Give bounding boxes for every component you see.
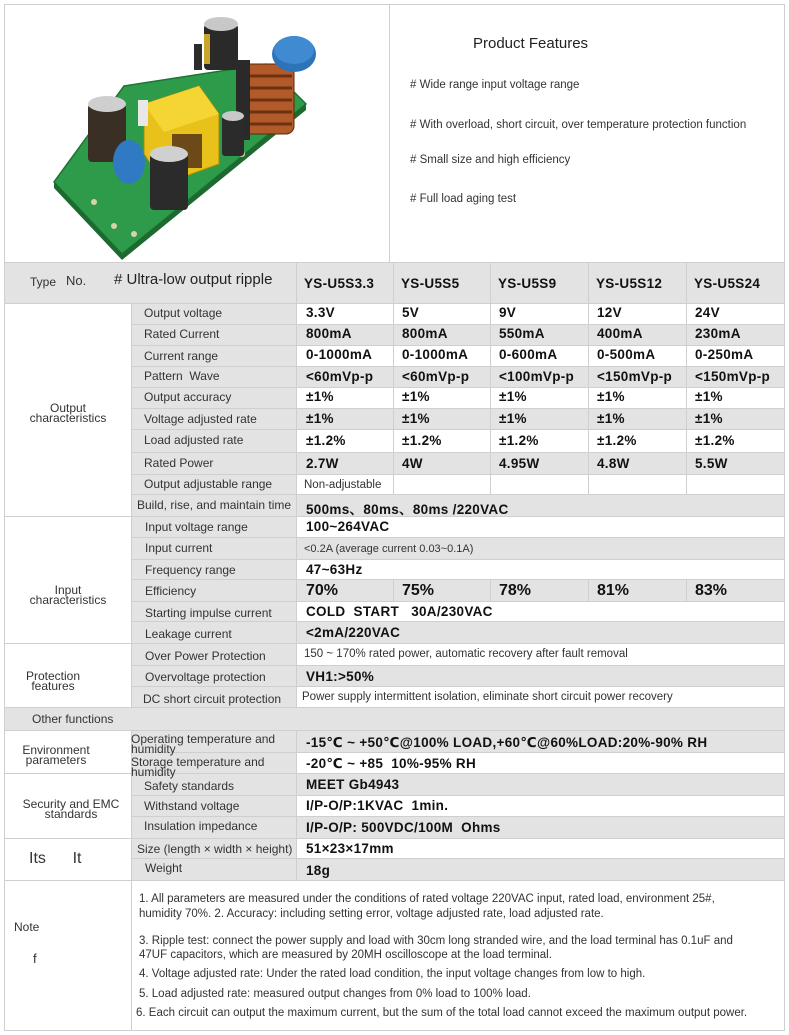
output-row-value: ±1%: [597, 389, 625, 404]
output-row-value: 400mA: [597, 326, 643, 341]
output-row-value: ±1%: [695, 411, 723, 426]
leakage-value: <2mA/220VAC: [306, 625, 401, 640]
output-row-label: Output voltage: [144, 306, 223, 320]
output-row-label: Pattern Wave: [144, 369, 220, 383]
note-line: 47UF capacitors, which are measured by 20MH oscilloscope at the load terminal.: [139, 949, 552, 961]
output-row-value: <150mVp-p: [597, 369, 673, 384]
note-label: Note: [14, 920, 40, 934]
output-row-label: Current range: [144, 349, 219, 363]
ovp-value: VH1:>50%: [306, 669, 375, 684]
output-row-value: 3.3V: [306, 305, 335, 320]
input-current-value: <0.2A (average current 0.03~0.1A): [304, 543, 474, 555]
input-voltage-value: 100~264VAC: [306, 519, 390, 534]
output-row-value: 9V: [499, 305, 517, 320]
output-row-value: 0-600mA: [499, 347, 558, 362]
output-row-value: ±1.2%: [499, 433, 539, 448]
operating-temp-value: -15℃ ~ +50℃@100% LOAD,+60℃@60%LOAD:20%-90% RH: [306, 735, 708, 750]
adjustable-value: Non-adjustable: [304, 479, 382, 491]
size-value: 51×23×17mm: [306, 841, 394, 856]
output-row-value: <100mVp-p: [499, 369, 575, 384]
output-row-value: 0-250mA: [695, 347, 754, 362]
storage-temp-label: Storage temperature and humidity: [131, 755, 265, 779]
protection-category: Protection features: [25, 669, 81, 693]
output-row-value: 12V: [597, 305, 622, 320]
efficiency-value: 83%: [695, 582, 728, 599]
inductor-coil: [236, 60, 294, 140]
output-row-value: ±1%: [597, 411, 625, 426]
output-row-value: ±1.2%: [597, 433, 637, 448]
output-row-value: 2.7W: [306, 456, 339, 471]
build-value: 500ms、80ms、80ms /220VAC: [306, 502, 509, 517]
input-voltage-label: Input voltage range: [145, 520, 248, 534]
output-row-value: ±1%: [695, 389, 723, 404]
output-row-value: ±1%: [306, 389, 334, 404]
output-row-value: 800mA: [402, 326, 448, 341]
note-line: 3. Ripple test: connect the power supply and load with 30cm long stranded wire, and the load terminal has 0.1uF and: [139, 935, 733, 947]
output-row-value: ±1%: [402, 389, 430, 404]
insulation-value: I/P-O/P: 500VDC/100M Ohms: [306, 820, 501, 835]
other-functions-label: Other functions: [32, 712, 114, 726]
model-header: YS-U5S5: [401, 276, 460, 291]
scp-value: Power supply intermittent isolation, eliminate short circuit power recovery: [302, 691, 673, 703]
output-row-value: 230mA: [695, 326, 741, 341]
output-row-label: Rated Current: [144, 327, 220, 341]
output-row-value: 4.8W: [597, 456, 630, 471]
output-category: Output characteristics: [29, 401, 107, 425]
impulse-value: COLD START 30A/230VAC: [306, 604, 493, 619]
type-label: Type: [30, 275, 57, 289]
input-category: Input characteristics: [29, 583, 107, 607]
output-row-value: ±1%: [499, 411, 527, 426]
output-row-label: Output accuracy: [144, 390, 232, 404]
output-row-value: 5V: [402, 305, 420, 320]
no-label: No.: [66, 273, 87, 288]
its-category: Its It: [29, 850, 82, 867]
product-features-title: Product Features: [473, 35, 589, 52]
output-row-value: ±1.2%: [402, 433, 442, 448]
output-row-value: 4.95W: [499, 456, 540, 471]
efficiency-value: 75%: [402, 582, 435, 599]
note-line: humidity 70%. 2. Accuracy: including setting error, voltage adjusted rate, load adjusted rate.: [139, 908, 604, 920]
environment-category: Environment parameters: [22, 743, 90, 767]
frequency-value: 47~63Hz: [306, 562, 363, 577]
model-header: YS-U5S3.3: [304, 276, 375, 291]
note-line: 4. Voltage adjusted rate: Under the rated load condition, the input voltage changes from low to high.: [139, 968, 646, 980]
adjustable-label: Output adjustable range: [144, 477, 273, 491]
model-header: YS-U5S9: [498, 276, 557, 291]
efficiency-value: 78%: [499, 582, 532, 599]
operating-temp-label: Operating temperature and humidity: [131, 732, 276, 756]
ovp-label: Overvoltage protection: [145, 670, 266, 684]
feature-item: # Small size and high efficiency: [410, 154, 571, 166]
output-row-value: 0-1000mA: [402, 347, 469, 362]
note-line: 1. All parameters are measured under the conditions of rated voltage 220VAC input, rated load, environment 25#,: [139, 893, 715, 905]
safety-value: MEET Gb4943: [306, 777, 400, 792]
output-row-value: ±1%: [402, 411, 430, 426]
weight-label: Weight: [145, 861, 183, 875]
note-line: 5. Load adjusted rate: measured output changes from 0% load to 100% load.: [139, 988, 531, 1000]
withstand-value: I/P-O/P:1KVAC 1min.: [306, 798, 449, 813]
impulse-label: Starting impulse current: [145, 606, 272, 620]
security-category: Security and EMC standards: [22, 797, 120, 821]
output-row-value: <60mVp-p: [402, 369, 470, 384]
output-row-value: ±1%: [499, 389, 527, 404]
output-row-label: Load adjusted rate: [144, 433, 244, 447]
opp-label: Over Power Protection: [145, 649, 266, 663]
safety-label: Safety standards: [144, 779, 235, 793]
leakage-label: Leakage current: [145, 627, 232, 641]
other-functions-bg: [5, 707, 784, 730]
output-row-value: <150mVp-p: [695, 369, 771, 384]
product-image: [4, 4, 389, 262]
output-row-label: Voltage adjusted rate: [144, 412, 257, 426]
withstand-label: Withstand voltage: [144, 799, 240, 813]
output-row-value: 4W: [402, 456, 423, 471]
storage-temp-value: -20℃ ~ +85 10%-95% RH: [306, 756, 477, 771]
output-row-value: <60mVp-p: [306, 369, 374, 384]
output-row-value: ±1.2%: [695, 433, 735, 448]
output-row-value: 24V: [695, 305, 720, 320]
note-mark: f: [33, 951, 37, 966]
frequency-label: Frequency range: [145, 563, 236, 577]
size-label: Size (length × width × height): [137, 842, 293, 856]
scp-label: DC short circuit protection: [143, 692, 282, 706]
insulation-label: Insulation impedance: [144, 819, 258, 833]
model-header: YS-U5S24: [694, 276, 761, 291]
model-header: YS-U5S12: [596, 276, 663, 291]
feature-item: # With overload, short circuit, over temperature protection function: [410, 119, 747, 131]
feature-item: # Wide range input voltage range: [410, 79, 580, 91]
efficiency-label: Efficiency: [145, 584, 197, 598]
weight-value: 18g: [306, 863, 331, 878]
build-label: Build, rise, and maintain time: [137, 498, 292, 512]
opp-value: 150 ~ 170% rated power, automatic recovery after fault removal: [304, 648, 628, 660]
efficiency-value: 70%: [306, 582, 339, 599]
note-line: 6. Each circuit can output the maximum current, but the sum of the total load cannot exceed the maximum output power.: [136, 1007, 748, 1019]
output-row-value: ±1.2%: [306, 433, 346, 448]
efficiency-value: 81%: [597, 582, 630, 599]
output-row-value: 0-500mA: [597, 347, 656, 362]
feature-item: # Full load aging test: [410, 193, 517, 205]
output-row-value: ±1%: [306, 411, 334, 426]
output-row-value: 0-1000mA: [306, 347, 373, 362]
output-row-label: Rated Power: [144, 456, 214, 470]
output-row-value: 550mA: [499, 326, 545, 341]
output-row-value: 5.5W: [695, 456, 728, 471]
output-row-value: 800mA: [306, 326, 352, 341]
ripple-label: # Ultra-low output ripple: [114, 271, 273, 288]
input-current-label: Input current: [145, 541, 213, 555]
power-module-illustration: [4, 4, 389, 262]
